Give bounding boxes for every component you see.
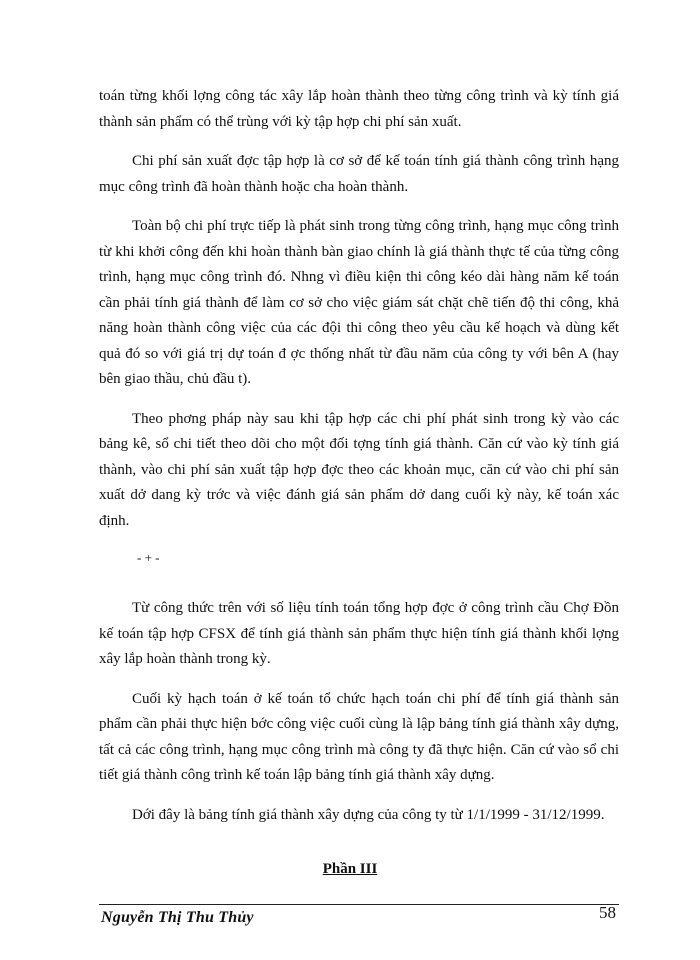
paragraph-1: toán từng khối lợng công tác xây lắp hoàn thành theo từng công trình và kỳ tính giá thành sản phẩm có thể trùng với kỳ tập hợp chi phí sản xuất. xyxy=(99,88,619,130)
paragraph-2: Chi phí sản xuất đợc tập hợp là cơ sở để kế toán tính giá thành công trình hạng mục công trình đã hoàn thành hoặc cha hoàn thành. xyxy=(99,153,619,195)
paragraph-3: Toàn bộ chi phí trực tiếp là phát sinh trong từng công trình, hạng mục công trình từ khi khởi công đến khi hoàn thành bàn giao chính là giá thành thực tế của từng công trình, hạng mục công trình đó. Nhng vì điều kiện thi công kéo dài hàng năm kế toán cần phải tính giá thành để làm cơ sở cho việc giám sát chặt chẽ tiến độ thi công, khả năng hoàn thành công việc của các đội thi công theo yêu cầu kế hoạch và dùng kết quả đó so với giá trị dự toán đ ợc thống nhất từ đầu năm của công ty với bên A (hay bên giao thầu, chủ đầu t). xyxy=(99,218,619,387)
paragraph-5: Từ công thức trên với số liệu tính toán tổng hợp đợc ở công trình cầu Chợ Đồn kế toán tập hợp CFSX để tính giá thành sản phẩm thực hiện tính giá thành khối lợng xây lắp hoàn thành trong kỳ. xyxy=(99,600,619,667)
footer-author: Nguyễn Thị Thu Thủy xyxy=(101,909,254,926)
formula-placeholder xyxy=(99,548,619,596)
section-heading: Phần III xyxy=(322,861,378,877)
footer-divider xyxy=(99,904,619,905)
body-text xyxy=(99,84,619,842)
paragraph-6: Cuối kỳ hạch toán ở kế toán tổ chức hạch toán chi phí để tính giá thành sản phẩm cần phải thực hiện bớc công việc cuối cùng là lập bảng tính giá thành xây dựng, tất cả các công trình, hạng mục công trình mà công ty đã thực hiện. Căn cứ vào sổ chi tiết giá thành công trình kế toán lập bảng tính giá thành xây dựng. xyxy=(99,690,619,783)
formula-text: - + - xyxy=(137,550,160,565)
paragraph-4: Theo phơng pháp này sau khi tập hợp các chi phí phát sinh trong kỳ vào các bảng kê, sổ chi tiết theo dõi cho một đối tợng tính giá thành. Căn cứ vào kỳ tính giá thành, vào chi phí sản xuất tập hợp đợc theo các khoản mục, căn cứ vào chi phí sản xuất dở dang kỳ trớc và việc đánh giá sản phẩm dở dang cuối kỳ này, kế toán xác định. xyxy=(99,410,619,529)
page-number: 58 xyxy=(599,903,616,922)
paragraph-7: Dới đây là bảng tính giá thành xây dựng của công ty từ 1/1/1999 - 31/12/1999. xyxy=(132,806,605,823)
